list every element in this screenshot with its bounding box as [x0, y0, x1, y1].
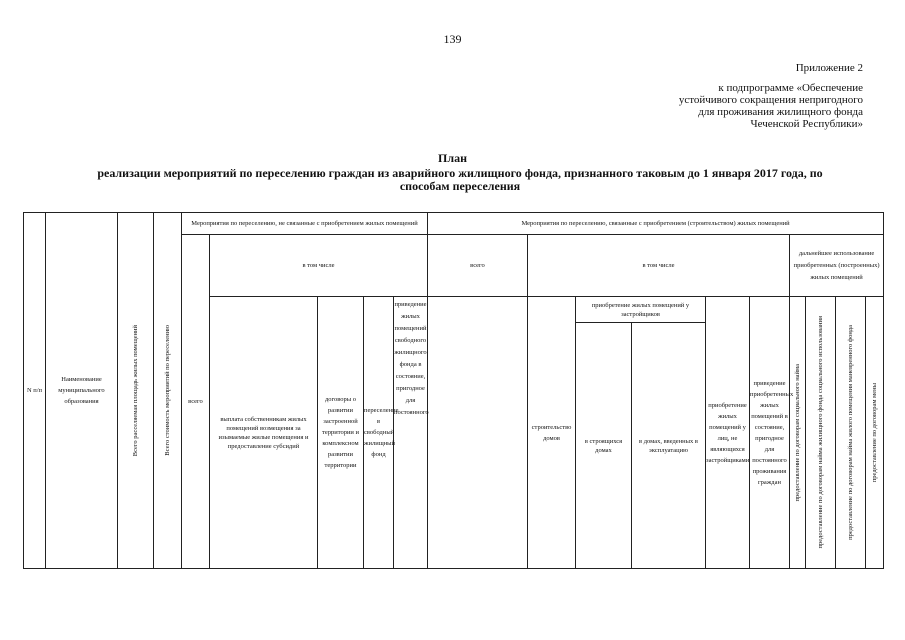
group-acquisition-header: Мероприятия по переселению, связанные с приобретением (строительством) жилых помещений [428, 213, 884, 235]
use-social-fund-header: предоставление по договорам найма жилищного фонда социального использования [806, 297, 836, 569]
construction-header: строительство домов [528, 297, 576, 569]
use-maneuver-header: предоставление по договорам найма жилого помещения маневренного фонда [836, 297, 866, 569]
page-number: 139 [443, 32, 462, 46]
annex-line: для проживания жилищного фонда [698, 106, 863, 118]
plan-subtitle: реализации мероприятий по переселению граждан из аварийного жилищного фонда, признанного таковым до 1 января 2017 года, по способам переселения [97, 166, 823, 193]
annex-line: к подпрограмме «Обеспечение [718, 82, 863, 94]
acq-non-dev-header: приобретение жилых помещений у лиц, не являющихся застройщиками [706, 297, 750, 569]
no-acq-incl-header: в том числе [210, 235, 428, 297]
col-name-header: Наименование муниципального образования [46, 213, 118, 569]
resettle-header: переселение в свободный жилищный фонд [364, 297, 394, 569]
group-no-acquisition-header: Мероприятия по переселению, не связанные с приобретением жилых помещений [182, 213, 428, 235]
use-exchange-header: предоставление по договорам мены [866, 297, 884, 569]
contracts-header: договоры о развитии застроенной территории и комплексном развитии территории [318, 297, 364, 569]
use-social-header: предоставление по договорам социального найма [790, 297, 806, 569]
annex-block [563, 62, 863, 130]
bring-acq-header: приведение приобретенных жилых помещений в состояние, пригодное для постоянного проживания граждан [750, 297, 790, 569]
plan-table [23, 212, 884, 569]
annex-line: устойчивого сокращения непригодного [678, 94, 863, 106]
payment-header: выплата собственникам жилых помещений возмещения за изымаемые жилые помещения и предоставление субсидий [210, 297, 318, 569]
no-acq-total-header: всего [182, 235, 210, 569]
acq-total-blank [428, 297, 528, 569]
bring-header: приведение жилых помещений свободного жилищного фонда в состояние, пригодное для постоянного [394, 297, 428, 569]
col-area-header: Всего расселяемая площадь жилых помещений [118, 213, 154, 569]
plan-title: План [438, 151, 467, 165]
acq-incl-header: в том числе [528, 235, 790, 297]
in-houses-header: в домах, введенных в эксплуатацию [632, 323, 706, 569]
acq-total-header: всего [428, 235, 528, 297]
annex-line: Приложение 2 [795, 62, 863, 74]
annex-line: Чеченской Республики» [750, 118, 863, 130]
col-num-header: N п/п [24, 213, 46, 569]
later-use-header: дальнейшее использование приобретенных (построенных) жилых помещений [790, 235, 884, 297]
col-cost-header: Всего стоимость мероприятий по переселению [154, 213, 182, 569]
in-construction-header: в строящихся домах [576, 323, 632, 569]
from-developers-header: приобретение жилых помещений у застройщиков [576, 297, 706, 323]
